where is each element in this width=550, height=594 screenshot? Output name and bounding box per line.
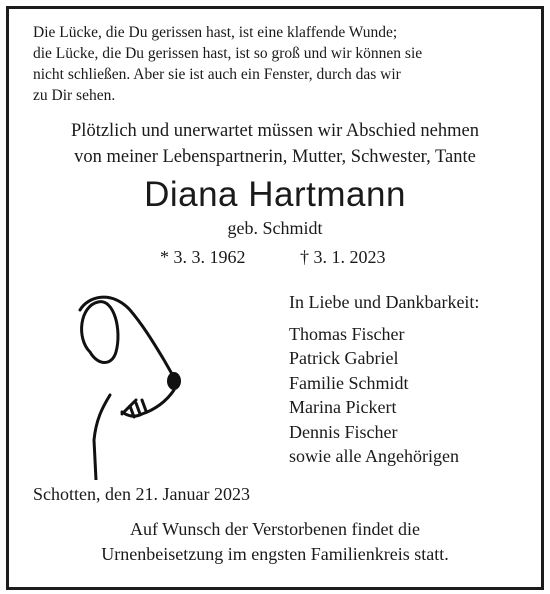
mourners-heading: In Liebe und Dankbarkeit: (289, 292, 480, 312)
death-date: † 3. 1. 2023 (300, 247, 386, 267)
announcement-line: Plötzlich und unerwartet müssen wir Abschied nehmen (71, 121, 479, 141)
notice-line: Auf Wunsch der Verstorbenen findet die (129, 519, 421, 539)
announcement-line: von meiner Lebenspartnerin, Mutter, Schwester, Tante (74, 147, 476, 167)
mourner-name: Thomas Fischer (289, 323, 405, 344)
mourners-list (289, 290, 479, 469)
maiden-name: geb. Schmidt (227, 218, 323, 238)
mourner-name: Marina Pickert (289, 397, 397, 417)
place-date: Schotten, den 21. Januar 2023 (33, 484, 250, 504)
deceased-name: Diana Hartmann (144, 175, 406, 214)
mourner-name: Patrick Gabriel (289, 348, 399, 368)
burial-notice (0, 517, 550, 566)
birth-date: * 3. 3. 1962 (160, 247, 246, 267)
intro-line: Die Lücke, die Du gerissen hast, ist eine klaffende Wunde; (33, 24, 398, 41)
intro-line: zu Dir sehen. (33, 87, 116, 104)
mourner-name: Familie Schmidt (289, 372, 409, 393)
mourner-name: Dennis Fischer (289, 421, 398, 442)
intro-line: nicht schließen. Aber sie ist auch ein Fenster, durch das wir (33, 66, 401, 83)
dog-head-icon (50, 290, 190, 480)
intro-poem (33, 22, 503, 106)
announcement (0, 118, 550, 170)
notice-line: Urnenbeisetzung im engsten Familienkreis statt. (101, 543, 449, 564)
intro-line: die Lücke, die Du gerissen hast, ist so groß und wir können sie (33, 45, 423, 62)
mourner-name: sowie alle Angehörigen (289, 446, 459, 466)
